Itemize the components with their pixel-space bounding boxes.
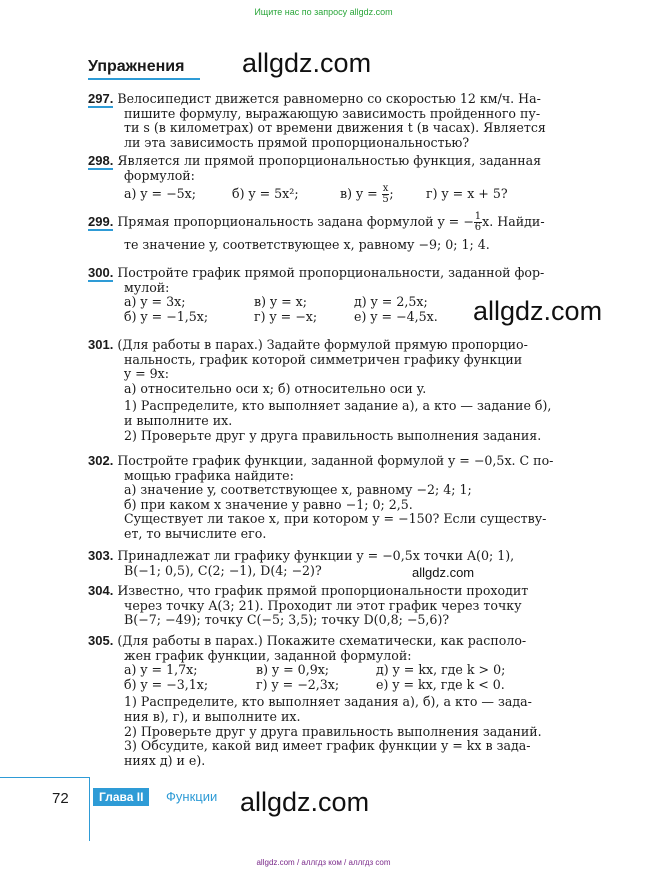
section-title: Упражнения [88, 58, 185, 75]
exercise-297: 297. Велосипедист движется равномерно со скоростью 12 км/ч. На- пишите формулу, выражающую зависимость пройденного пу- ти s (в километрах) от времени движения t (в часах). Является ли эта зависимость прямой пропорциональностью? [88, 91, 546, 150]
exercise-number: 305. [88, 633, 114, 648]
footer-rule [0, 777, 90, 778]
watermark: allgdz.com [240, 787, 370, 817]
exercise-303: 303. Принадлежат ли графику функции y = −0,5x точки A(0; 1), B(−1; 0,5), C(2; −1), D(4; −2)? [88, 548, 515, 578]
exercise-number: 300. [88, 265, 114, 280]
chapter-name: Функции [166, 789, 218, 804]
exercise-298: 298. Является ли прямой пропорциональностью функция, заданная формулой: а) y = −5x; б) y = 5x²; в) y = $\frac{x}{5}$ ; г) y = x + 5? [88, 153, 542, 205]
exercise-302: 302. Постройте график функции, заданной формулой y = −0,5x. С по- мощью графика найдите: а) значение y, соответствующее x, равному −2; 4; 1; б) при каком x значение y равно −1; 0; 2,5. Существует ли такое x, при котором y = −150? Если существу- ет, то вычислите его. [88, 453, 554, 541]
watermark: allgdz.com [412, 565, 475, 580]
exercise-number: 298. [88, 153, 114, 168]
exercise-301: 301. (Для работы в парах.) Задайте формулой прямую пропорцио- нальность, график которой симметричен графику функции y = 9x: а) относительно оси x; б) относительно оси y. 1) Распределите, кто выполняет задание а), а кто — задание б), и выполните их. 2) Проверьте друг у друга правильность выполнения задания. [88, 337, 552, 443]
exercise-number: 302. [88, 453, 114, 468]
page-number: 72 [52, 790, 69, 807]
fraction: $\frac{1}{6}$ [474, 211, 482, 233]
exercise-number: 297. [88, 91, 114, 106]
exercise-300: 300. Постройте график прямой пропорциональности, заданной фор- мулой: а) y = 3x; в) y = x; д) y = 2,5x; б) y = −1,5x; г) y = −x; е) y = −4,5x. [88, 265, 545, 324]
section-underline [88, 78, 200, 80]
top-banner: Ищите нас по запросу allgdz.com [254, 7, 393, 17]
exercise-304: 304. Известно, что график прямой пропорциональности проходит через точку A(3; 21). Проходит ли этот график через точку B(−7; −49); точку C(−5; 3,5); точку D(0,8; −5,6)? [88, 583, 529, 628]
exercise-number: 301. [88, 337, 114, 352]
chapter-label: Глава II [93, 788, 149, 806]
watermark: allgdz.com [473, 296, 603, 326]
exercise-number: 304. [88, 583, 114, 598]
exercise-299: 299. Прямая пропорциональность задана формулой y = − $\frac{1}{6}$ x. Найди- те значение y, соответствующее x, равному −9; 0; 1; 4. [88, 211, 545, 252]
exercise-number: 299. [88, 214, 114, 229]
watermark: allgdz.com [242, 48, 372, 78]
fraction: $\frac{x}{5}$ [382, 182, 389, 205]
footer-rule-vertical [89, 777, 90, 841]
bottom-banner: allgdz.com / аллгдз ком / аллгдз com [256, 858, 391, 867]
exercise-305: 305. (Для работы в парах.) Покажите схематически, как располо- жен график функции, заданной формулой: а) y = 1,7x; в) y = 0,9x; д) y = kx, где k > 0; б) y = −3,1x; г) y = −2,3x; е) y = kx, где k < 0. 1) Распределите, кто выполняет задания а), б), а кто — зада- ния в), г), и выполните их. 2) Проверьте друг у друга правильность выполнения заданий. 3) Обсудите, какой вид имеет график функции y = kx в зада- ниях д) и е). [88, 633, 542, 768]
exercise-number: 303. [88, 548, 114, 563]
